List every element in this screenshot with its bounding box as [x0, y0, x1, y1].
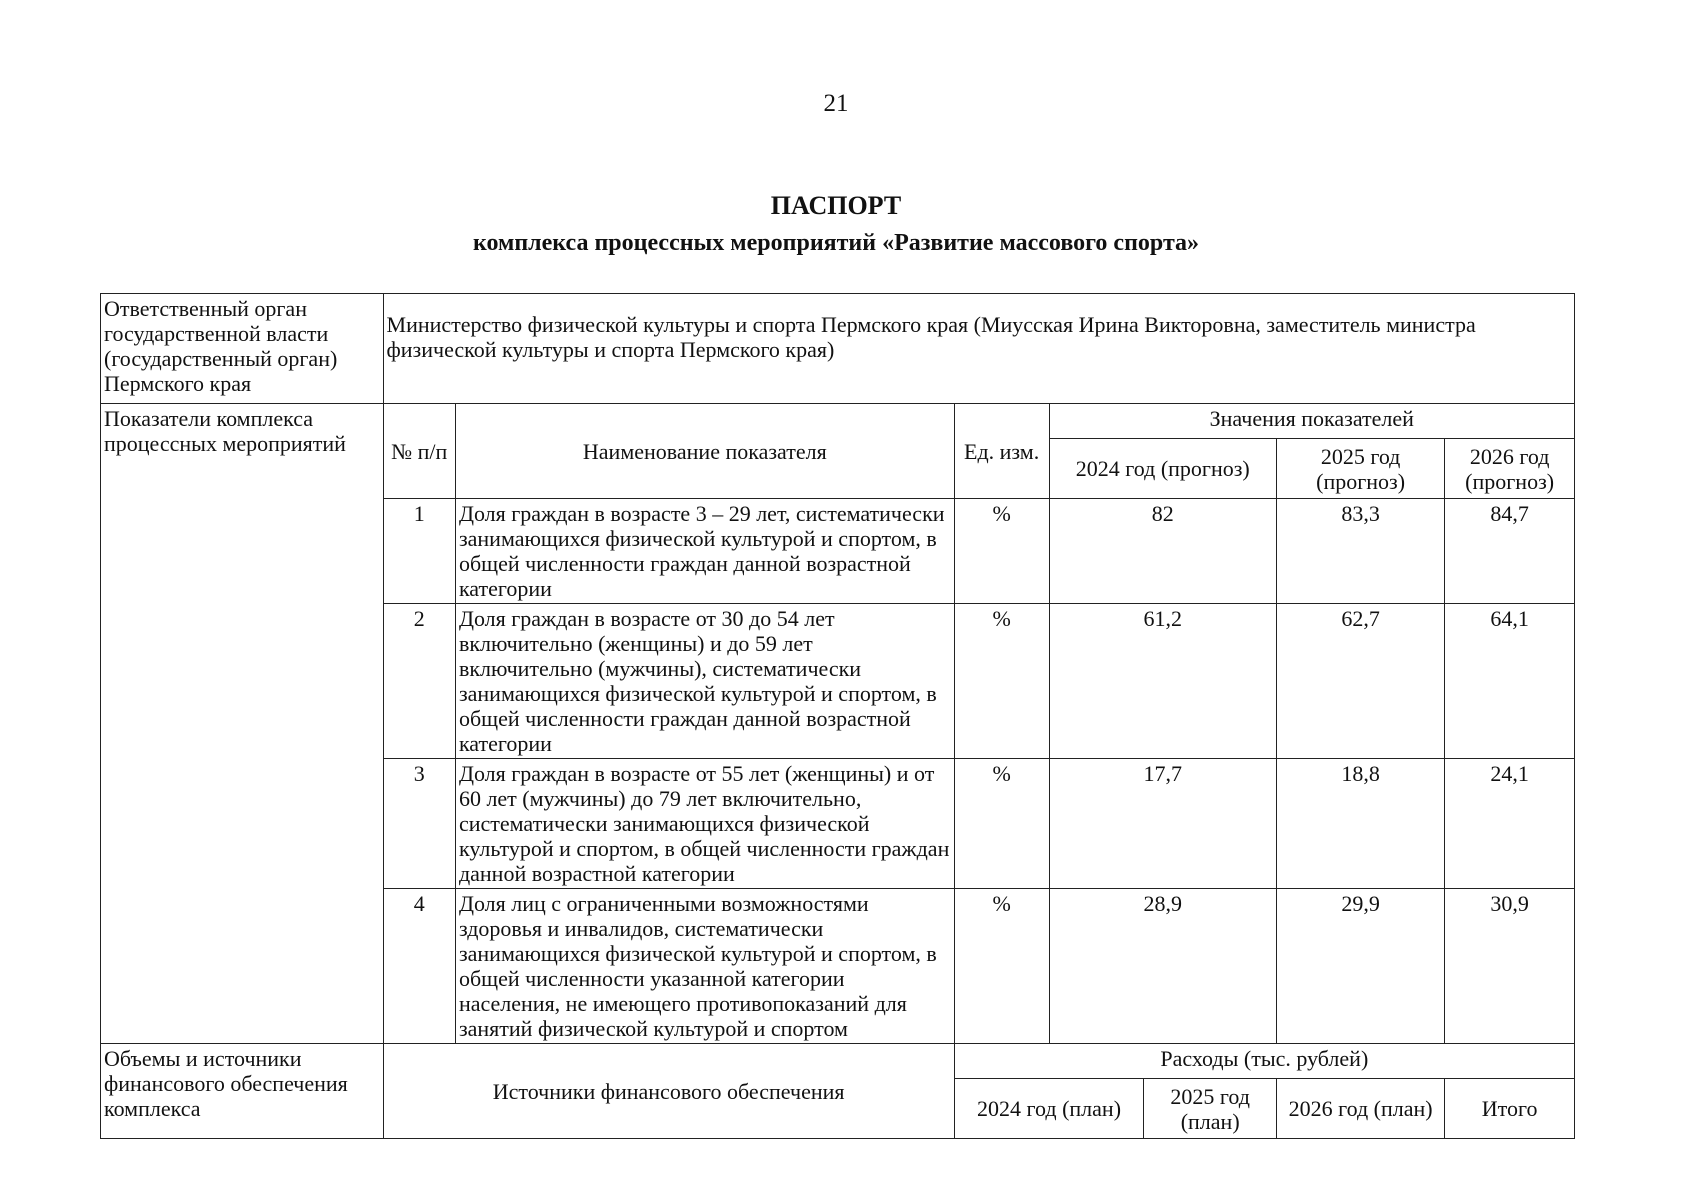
header-expenses-group: Расходы (тыс. рублей) [954, 1044, 1574, 1079]
indicators-label: Показатели комплекса процессных мероприятий [101, 404, 384, 1044]
row-unit: % [954, 889, 1049, 1044]
header-unit: Ед. изм. [954, 404, 1049, 499]
row-indicator-name: Доля граждан в возрасте от 30 до 54 лет включительно (женщины) и до 59 лет включительно (мужчины), систематически занимающихся физической культурой и спортом, в общей численности граждан данной возрастной категории [455, 604, 954, 759]
responsible-row [101, 294, 1575, 404]
row-value-2025: 83,3 [1276, 499, 1444, 604]
row-number: 1 [383, 499, 455, 604]
header-indicator-name: Наименование показателя [455, 404, 954, 499]
header-plan-2025: 2025 год (план) [1144, 1079, 1277, 1139]
row-value-2026: 64,1 [1445, 604, 1575, 759]
header-financing-sources: Источники финансового обеспечения [383, 1044, 954, 1139]
header-year-2025: 2025 год (прогноз) [1276, 439, 1444, 499]
document-title: ПАСПОРТ [770, 191, 902, 220]
responsible-label: Ответственный орган государственной власти (государственный орган) Пермского края [101, 294, 384, 404]
header-values-group: Значения показателей [1049, 404, 1574, 439]
row-unit: % [954, 604, 1049, 759]
row-value-2024: 82 [1049, 499, 1276, 604]
row-indicator-name: Доля граждан в возрасте от 55 лет (женщины) и от 60 лет (мужчины) до 79 лет включительно, систематически занимающихся физической культурой и спортом, в общей численности граждан данной возрастной категории [455, 759, 954, 889]
row-value-2025: 62,7 [1276, 604, 1444, 759]
header-year-2024: 2024 год (прогноз) [1049, 439, 1276, 499]
row-value-2026: 84,7 [1445, 499, 1575, 604]
document-subtitle: комплекса процессных мероприятий «Развитие массового спорта» [472, 230, 1200, 256]
row-value-2024: 61,2 [1049, 604, 1276, 759]
row-number: 4 [383, 889, 455, 1044]
row-unit: % [954, 499, 1049, 604]
page-number: 21 [823, 90, 849, 117]
financing-label: Объемы и источники финансового обеспечения комплекса [101, 1044, 384, 1139]
row-unit: % [954, 759, 1049, 889]
passport-table [100, 293, 1575, 1139]
row-value-2024: 28,9 [1049, 889, 1276, 1044]
row-indicator-name: Доля лиц с ограниченными возможностями здоровья и инвалидов, систематически занимающихся физической культурой и спортом, в общей численности указанной категории населения, не имеющего противопоказаний для занятий физической культурой и спортом [455, 889, 954, 1044]
row-number: 2 [383, 604, 455, 759]
header-year-2026: 2026 год (прогноз) [1445, 439, 1575, 499]
header-number: № п/п [383, 404, 455, 499]
row-number: 3 [383, 759, 455, 889]
responsible-value: Министерство физической культуры и спорта Пермского края (Миусская Ирина Викторовна, заместитель министра физической культуры и спорта Пермского края) [383, 294, 1574, 404]
row-value-2025: 18,8 [1276, 759, 1444, 889]
financing-header-row-1 [101, 1044, 1575, 1079]
header-plan-2024: 2024 год (план) [954, 1079, 1144, 1139]
row-indicator-name: Доля граждан в возрасте 3 – 29 лет, систематически занимающихся физической культурой и спортом, в общей численности граждан данной возрастной категории [455, 499, 954, 604]
row-value-2025: 29,9 [1276, 889, 1444, 1044]
header-plan-2026: 2026 год (план) [1276, 1079, 1444, 1139]
indicators-header-row-1 [101, 404, 1575, 439]
row-value-2026: 30,9 [1445, 889, 1575, 1044]
row-value-2024: 17,7 [1049, 759, 1276, 889]
header-total: Итого [1445, 1079, 1575, 1139]
row-value-2026: 24,1 [1445, 759, 1575, 889]
